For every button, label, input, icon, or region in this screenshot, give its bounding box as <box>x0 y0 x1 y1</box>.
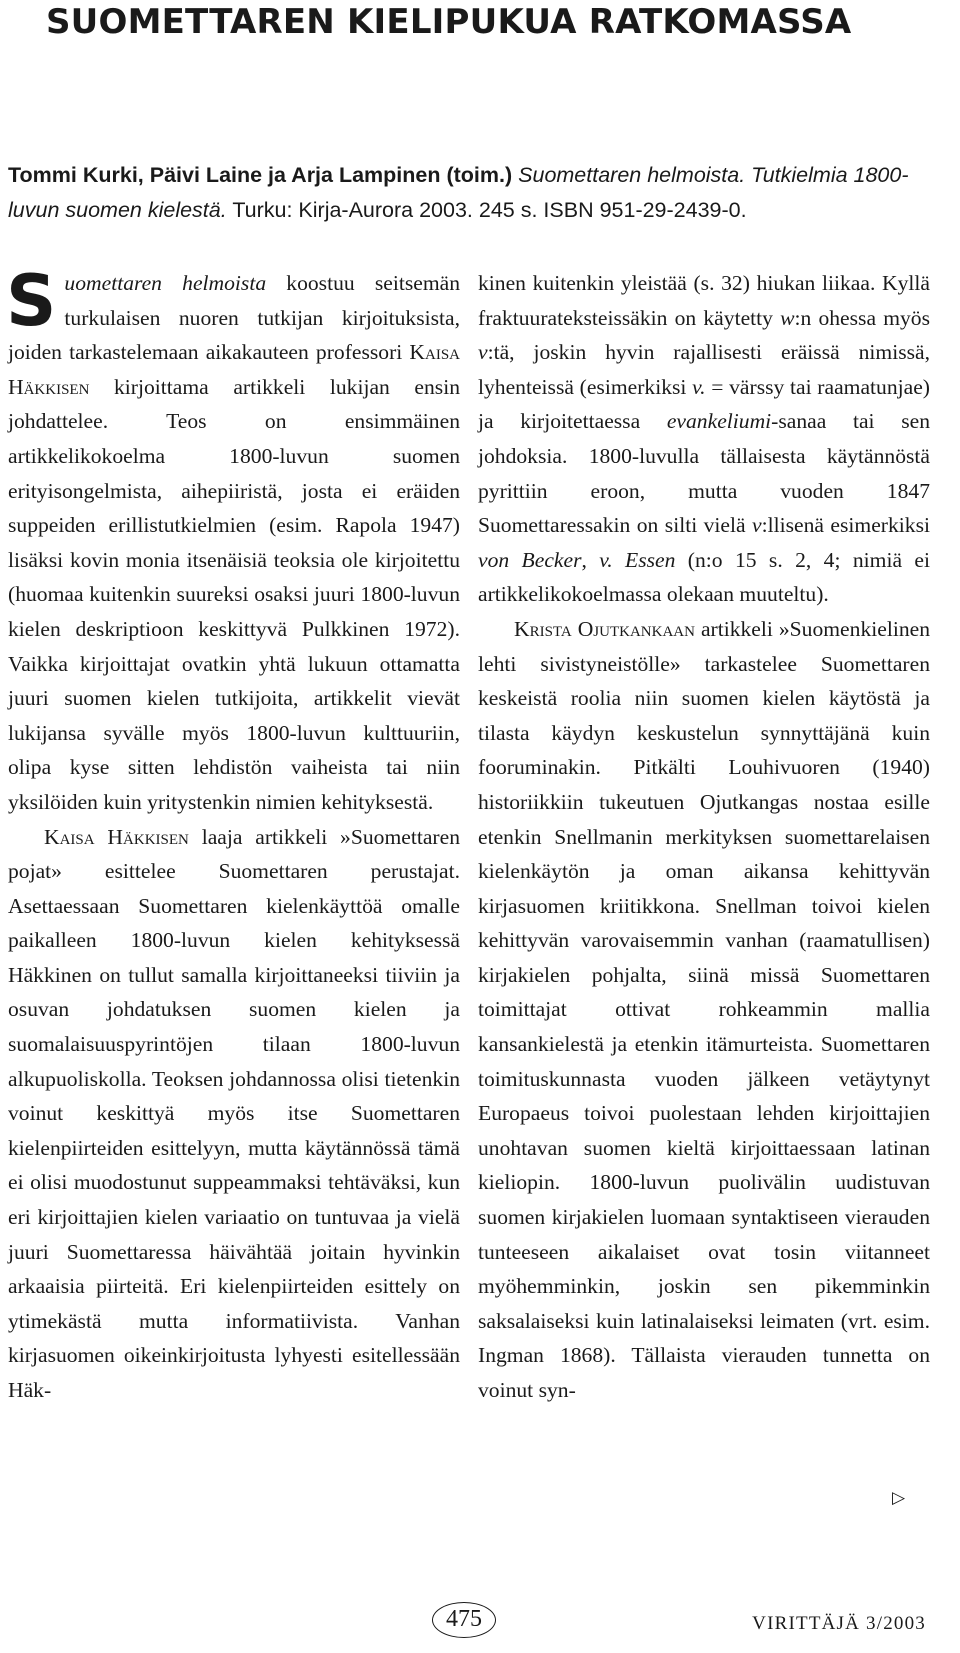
italic-term: w <box>780 305 795 330</box>
paragraph-text: :llisenä esimerkiksi <box>761 513 930 538</box>
paragraph <box>8 820 460 1408</box>
drop-cap: S <box>6 260 57 342</box>
author-name: Kaisa Häkkisen <box>44 824 189 849</box>
article-title: SUOMETTAREN KIELIPUKUA RATKOMASSA <box>46 2 852 42</box>
paragraph-text: kinen kuitenkin yleistää (s. 32) hiukan liikaa. Kyllä fraktuurateksteissäkin on käytetty <box>478 271 930 330</box>
italic-term: v. Essen <box>599 547 676 572</box>
italic-term: v. <box>692 374 706 399</box>
paragraph-text: = värssy tai raamatunjae) ja kirjoitettaessa <box>478 374 930 434</box>
left-column <box>6 260 461 1408</box>
italic-term: v <box>478 340 488 365</box>
book-authors: Tommi Kurki, Päivi Laine ja Arja Lampinen (toim.) <box>8 163 513 187</box>
paragraph-text: kirjoittama artikkeli lukijan ensin johdattelee. Teos on ensimmäinen artikkelikokoelma 1800-luvun suomen erityisongelmista, aihepiiristä, josta ei eräiden suppeiden erillistutkielmien (esim. Rapola 1947) lisäksi kovin monia itsenäisiä teoksia ole kirjoitettu (huomaa kuitenkin suureksi osaksi juuri 1800-luvun kielen deskriptioon keskittyvä Pulkkinen 1972). Vaikka kirjoittajat ovatkin yhtä lukuun ottamatta juuri suomen kielen tutkijoita, artikkelit vievät lukijansa syvälle myös 1800-luvun kulttuuriin, olipa kyse sitten lehdistön vaiheista tai niin yksilöiden kuin yritystenkin nimien kehityksestä. <box>8 374 460 814</box>
paragraph-text: , <box>581 547 600 572</box>
book-publication-info: Turku: Kirja-Aurora 2003. 245 s. ISBN 951-29-2439-0. <box>232 198 747 222</box>
bibliographic-reference <box>8 158 928 228</box>
paragraph <box>478 612 930 1408</box>
paragraph-text: laaja artikkeli »Suomettaren pojat» esittelee Suomettaren perustajat. Asettaessaan Suomettaren kielenkäyttöä omalle paikalleen 1800-luvun kielen kehityksessä Häkkinen on tullut samalla kirjoittaneeksi tiiviin ja osuvan johdatuksen suomen kielen ja suomalaisuuspyrintöjen tilaan 1800-luvun alkupuoliskolla. Teoksen johdannossa olisi tietenkin voinut keskittyä myös itse Suomettaren kielenpiirteiden esittelyyn, mutta käytännössä tämä ei olisi muodostunut suppeammaksi tehtäväksi, kun eri kirjoittajien kielen variaatio on tuntuvaa ja vielä juuri Suomettaressa häivähtää joitain hyvinkin arkaaisia piirteitä. Eri kielenpiirteiden esittely on ytimekästä mutta informatiivista. Vanhan kirjasuomen oikeinkirjoitusta lyhyesti esitellessään Häk- <box>8 824 460 1402</box>
italic-term: evankeliumi <box>666 409 772 434</box>
book-title-mention: uomettaren helmoista <box>64 271 267 295</box>
right-column <box>478 266 930 1408</box>
paragraph-text: :tä, joskin hyvin rajallisesti eräissä nimissä, lyhenteissä (esimerkiksi <box>478 340 930 399</box>
paragraph-text: (n:o 15 s. 2, 4; nimiä ei artikkelikokoelmassa olekaan muuteltu). <box>478 547 930 607</box>
paragraph-text: -sanaa tai sen johdoksia. 1800-luvulla tällaisesta käytännöstä pyrittiin eroon, mutta vuoden 1847 Suomettaressakin on silti vielä <box>478 409 931 538</box>
italic-term: von Becker <box>478 547 582 572</box>
paragraph-text: koostuu seitsemän turkulaisen nuoren tutkijan kirjoituksista, joiden tarkastelemaan aikakauteen professori <box>8 271 461 365</box>
italic-term: v <box>752 513 762 538</box>
author-name: Krista Ojutkankaan <box>514 616 695 641</box>
book-title: Suomettaren helmoista. Tutkielmia 1800-luvun suomen kielestä. <box>8 163 909 222</box>
paragraph <box>6 260 461 820</box>
paragraph-text: artikkeli »Suomenkielinen lehti sivistyneistölle» tarkastelee Suomettaren keskeistä roolia niin suomen kielen käytöstä ja tilasta käydyn keskustelun synnyttäjänä kuin fooruminakin. Pitkälti Louhivuoren (1940) historiikkiin tukeutuen Ojutkangas nostaa esille etenkin Snellmanin merkityksen suomettarelaisen kielenkäytön ja oman aikansa kehittyvän kirjasuomen kriitikkona. Snellman toivoi kielen kehittyvän varovaisemmin vanhan (raamatullisen) kirjakielen pohjalta, siinä missä Suomettaren toimittajat ottivat rohkeammin mallia kansankielestä ja etenkin itämurteista. Suomettaren toimituskunnasta vuoden jälkeen vetäytynyt Europaeus toivoi puolestaan lehden kirjoittajien unohtavan suomen kieltä kirjoittaessaan latinan kieliopin. 1800-luvun puolivälin uudistuvan suomen kirjakielen luomaan syntaktiseen vierauden tunteeseen aikalaiset ovat tosin viitanneet myöhemminkin, joskin sen pikemminkin saksalaiseksi kuin latinalaiseksi leimaten (vrt. esim. Ingman 1868). Tällaista vierauden tunnetta on voinut syn- <box>478 616 930 1402</box>
journal-issue: VIRITTÄJÄ 3/2003 <box>752 1613 926 1634</box>
paragraph <box>478 266 930 612</box>
continue-arrow-icon: ▷ <box>892 1488 906 1508</box>
paragraph-text: :n ohessa myös <box>794 305 930 330</box>
author-name: Kaisa Häkkisen <box>8 340 460 399</box>
page-number: 475 <box>432 1602 496 1638</box>
